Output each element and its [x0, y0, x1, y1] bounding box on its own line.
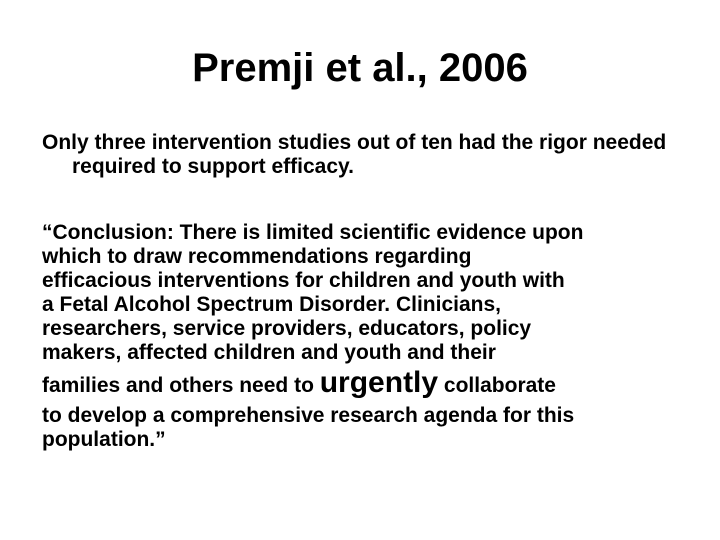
- quote-text: collaborate: [438, 374, 556, 397]
- emphasized-word: urgently: [319, 366, 439, 399]
- quote-line: “Conclusion: There is limited scientific evidence upon: [42, 221, 584, 244]
- slide-title: Premji et al., 2006: [192, 46, 528, 90]
- quote-line-emphasis: [42, 365, 720, 404]
- quote-line: population.”: [42, 428, 166, 451]
- quote-line: researchers, service providers, educators, policy: [42, 317, 532, 340]
- quote-line: efficacious interventions for children and youth with: [42, 269, 565, 292]
- quote-line: makers, affected children and youth and their: [42, 341, 496, 364]
- quote-line: to develop a comprehensive research agenda for this: [42, 404, 575, 427]
- conclusion-quote: [42, 221, 720, 452]
- quote-text: families and others need to: [42, 374, 320, 397]
- quote-line: a Fetal Alcohol Spectrum Disorder. Clinicians,: [42, 293, 502, 316]
- quote-line: which to draw recommendations regarding: [42, 245, 472, 268]
- finding-paragraph: Only three intervention studies out of ten had the rigor needed required to support efficacy.: [42, 131, 667, 178]
